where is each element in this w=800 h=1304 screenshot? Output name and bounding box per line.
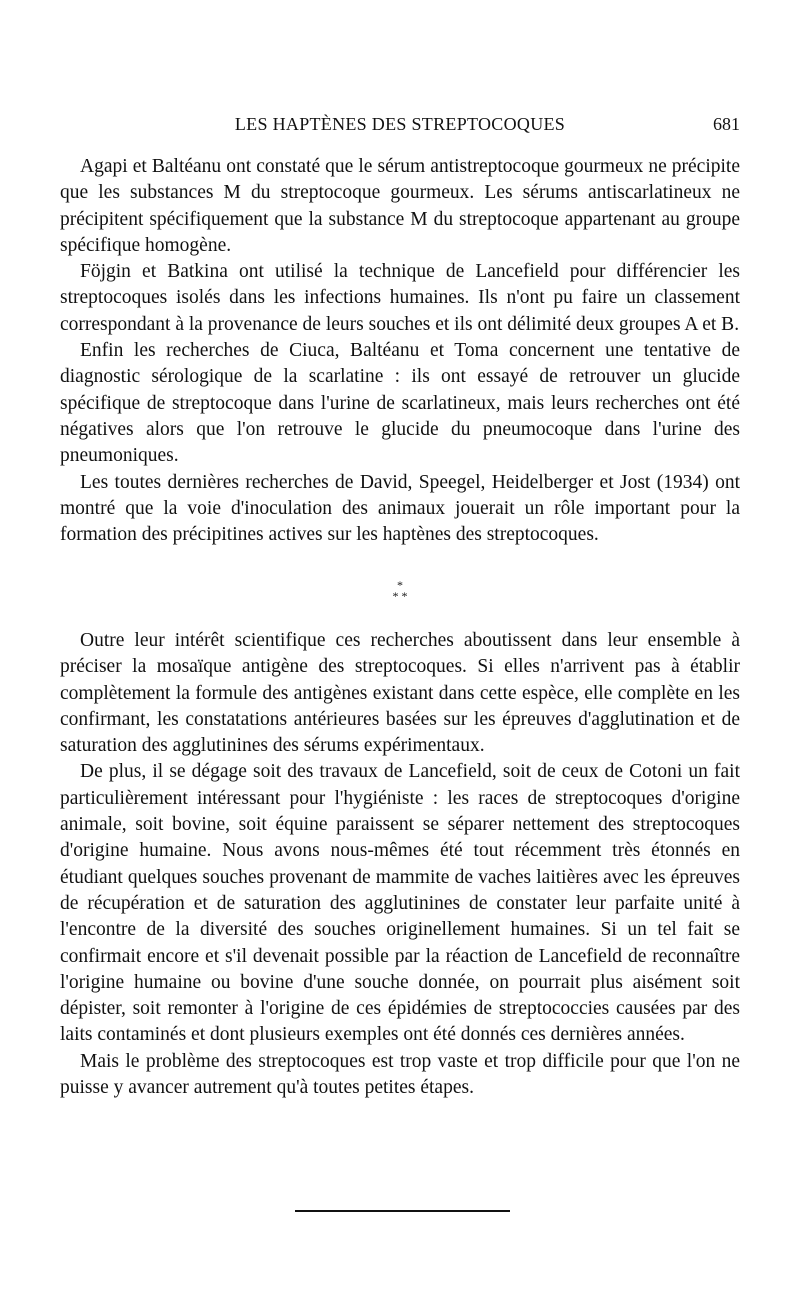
asterism-top: * bbox=[397, 578, 403, 592]
paragraph: Les toutes dernières recherches de David, Speegel, Heidelberger et Jost (1934) ont montré que la voie d'inoculation des animaux jouerait un rôle important pour la formation des précipitines actives sur les haptènes des streptocoques. bbox=[60, 471, 740, 546]
asterism-bottom: * * bbox=[392, 589, 408, 603]
paragraph: Föjgin et Batkina ont utilisé la technique de Lancefield pour différencier les streptocoques isolés dans les infections humaines. Ils n'ont pu faire un classement correspondant à la provenance de leurs souches et ils ont délimité deux groupes A et B. bbox=[60, 261, 740, 335]
running-title: LES HAPTÈNES DES STREPTOCOQUES bbox=[234, 114, 566, 134]
paragraph: Enfin les recherches de Ciuca, Baltéanu et Toma concernent une tentative de diagnostic sérologique de la scarlatine : ils ont essayé de retrouver un glucide spécifique de streptocoque dans l'urine de scarlatineux, mais leurs recherches ont été négatives alors que l'on retrouve le glucide du pneumocoque dans l'urine des pneumoniques. bbox=[60, 340, 740, 467]
end-rule bbox=[295, 1210, 510, 1212]
paragraph: Outre leur intérêt scientifique ces recherches aboutissent dans leur ensemble à préciser la mosaïque antigène des streptocoques. Si elles n'arrivent pas à établir complètement la formule des antigènes existant dans cette espèce, elle complète en les confirmant, les constatations antérieures basées sur les épreuves d'agglutination et de saturation des agglutinines des sérums expérimentaux. bbox=[60, 630, 740, 757]
text-section-1 bbox=[60, 154, 740, 548]
page-number: 681 bbox=[713, 114, 740, 134]
paragraph: Mais le problème des streptocoques est trop vaste et trop difficile pour que l'on ne puisse y avancer autrement qu'à toutes petites étapes. bbox=[60, 1050, 740, 1099]
paragraph: De plus, il se dégage soit des travaux de Lancefield, soit de ceux de Cotoni un fait particulièrement intéressant pour l'hygiéniste : les races de streptocoques d'origine animale, soit bovine, soit équine paraissent se séparer nettement des streptocoques d'origine humaine. Nous avons nous-mêmes été tout récemment très étonnés en étudiant quelques souches provenant de mammite de vaches laitières avec les épreuves de récupération et de saturation des agglutinines de constater leur parfaite unité à l'encontre de la diversité des souches originellement humaines. Si un tel fait se confirmait encore et s'il devenait possible par la réaction de Lancefield de reconnaître l'origine humaine ou bovine d'une souche donnée, on pourrait plus aisément soit dépister, soit remonter à l'origine de ces épidémies de streptococcies causées par des laits contaminés et dont plusieurs exemples ont été donnés ces dernières années. bbox=[60, 761, 740, 1046]
paragraph: Agapi et Baltéanu ont constaté que le sérum antistreptocoque gourmeux ne précipite que les substances M du streptocoque gourmeux. Les sérums antiscarlatineux ne précipitent spécifiquement que la substance M du streptocoque appartenant au groupe spécifique homogène. bbox=[60, 156, 740, 256]
asterism-separator bbox=[380, 580, 420, 610]
page-header bbox=[60, 114, 740, 140]
text-section-2 bbox=[60, 628, 740, 1101]
